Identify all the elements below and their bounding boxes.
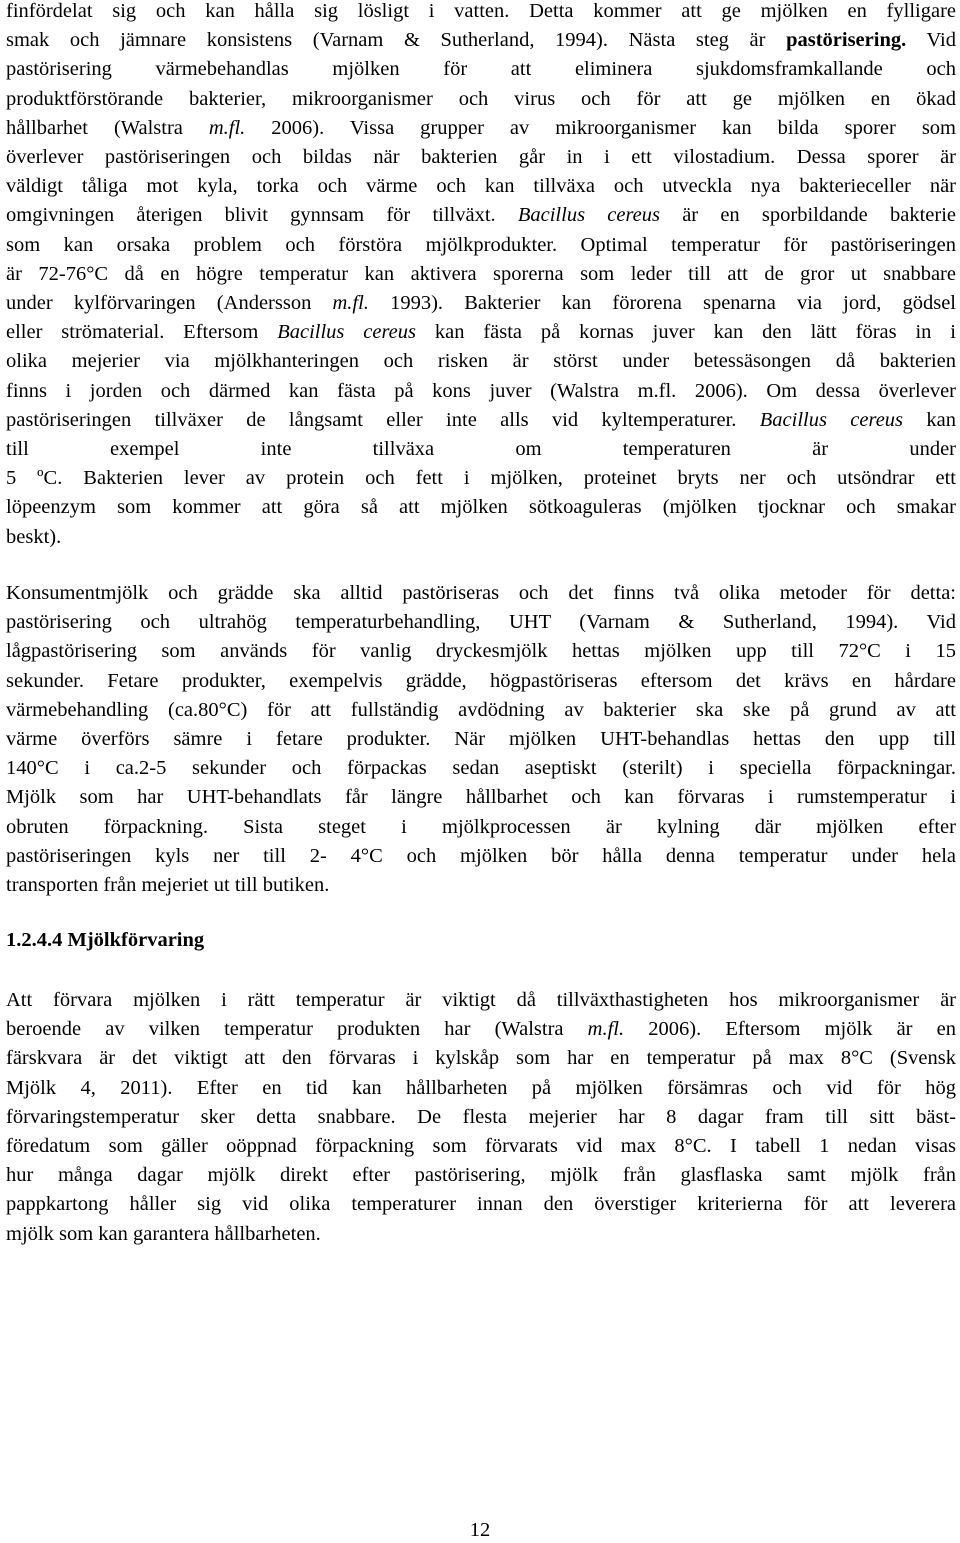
page-number: 12: [469, 1519, 491, 1541]
text-line: olika mejerier via mjölkhanteringen och risken är störst under betessäsongen då bakterien: [6, 350, 956, 373]
text-line: pastörisering och ultrahög temperaturbehandling, UHT (Varnam & Sutherland, 1994). Vid: [6, 611, 956, 634]
text-line: finns i jorden och därmed kan fästa på kons juver (Walstra m.fl. 2006). Om dessa överlever: [6, 379, 956, 402]
text-line: finfördelat sig och kan hålla sig lösligt i vatten. Detta kommer att ge mjölken en fylligare: [6, 0, 956, 22]
paragraph-consumer-milk: [6, 579, 956, 900]
text-line: pappkartong håller sig vid olika temperaturer innan den överstiger kriterierna för att leverera: [6, 1193, 956, 1216]
text-line: omgivningen återigen blivit gynnsam för tillväxt. Bacillus cereus är en sporbildande bakterie: [6, 204, 957, 227]
paragraph-pasteurization: [6, 0, 956, 552]
text-line: som kan orsaka problem och förstöra mjölkprodukter. Optimal temperatur för pastöriseringen: [6, 233, 956, 256]
text-line: till exempel inte tillväxa om temperaturen är under: [6, 438, 956, 461]
text-line: pastörisering värmebehandlas mjölken för att eliminera sjukdomsframkallande och: [6, 58, 956, 81]
text-line: Mjölk som har UHT-behandlats får längre hållbarhet och kan förvaras i rumstemperatur i: [6, 786, 956, 809]
paragraph-milk-storage: [6, 986, 956, 1249]
text-line: Att förvara mjölken i rätt temperatur är viktigt då tillväxthastigheten hos mikroorganismer är: [6, 989, 956, 1011]
text-line: pastöriseringen kyls ner till 2- 4°C och mjölken bör hålla denna temperatur under hela: [6, 844, 956, 867]
text-line: färskvara är det viktigt att den förvaras i kylskåp som har en temperatur på max 8°C (Svensk: [6, 1047, 956, 1070]
text-line: Konsumentmjölk och grädde ska alltid pastöriseras och det finns två olika metoder för detta:: [6, 582, 956, 604]
text-line: transporten från mejeriet ut till butiken.: [6, 874, 330, 897]
italic-term: m.fl.: [587, 1018, 625, 1041]
text-line: föredatum som gäller oöppnad förpackning som förvarats vid max 8°C. I tabell 1 nedan visas: [6, 1135, 956, 1158]
text-line: värme överförs sämre i fetare produkter. När mjölken UHT-behandlas hettas den upp till: [6, 728, 956, 751]
text-line: är 72-76°C då en högre temperatur kan aktivera sporerna som leder till att de gror ut snabbare: [6, 262, 956, 285]
text-line: löpeenzym som kommer att göra så att mjölken sötkoaguleras (mjölken tjocknar och smakar: [6, 496, 956, 519]
italic-term: Bacillus cereus: [517, 204, 660, 227]
text-line: hållbarhet (Walstra m.fl. 2006). Vissa grupper av mikroorganismer kan bilda sporer som: [6, 116, 956, 139]
text-line: hur många dagar mjölk direkt efter pastörisering, mjölk från glasflaska samt mjölk från: [6, 1164, 956, 1187]
text-line: beroende av vilken temperatur produkten har (Walstra m.fl. 2006). Eftersom mjölk är en: [6, 1018, 956, 1041]
text-line: eller strömaterial. Eftersom Bacillus cereus kan fästa på kornas juver kan den lätt föras in i: [6, 321, 956, 344]
text-line: förvaringstemperatur sker detta snabbare. De flesta mejerier har 8 dagar fram till sitt bäst-: [6, 1105, 956, 1128]
text-line: lågpastörisering som används för vanlig dryckesmjölk hettas mjölken upp till 72°C i 15: [6, 640, 956, 663]
italic-term: m.fl.: [332, 292, 369, 315]
text-line: 140°C i ca.2-5 sekunder och förpackas sedan aseptiskt (sterilt) i speciella förpackningar.: [6, 757, 956, 780]
text-line: värmebehandling (ca.80°C) för att fullständig avdödning av bakterier ska ske på grund av att: [6, 698, 956, 721]
italic-term: Bacillus cereus: [277, 321, 416, 344]
text-line: beskt).: [6, 525, 62, 548]
text-line: smak och jämnare konsistens (Varnam & Sutherland, 1994). Nästa steg är pastörisering. Vid: [6, 29, 956, 52]
text-line: 5 ºC. Bakterien lever av protein och fett i mjölken, proteinet bryts ner och utsöndrar ett: [6, 467, 956, 490]
text-line: obruten förpackning. Sista steget i mjölkprocessen är kylning där mjölken efter: [6, 815, 956, 838]
italic-term: m.fl.: [208, 116, 246, 139]
text-line: sekunder. Fetare produkter, exempelvis grädde, högpastöriseras eftersom det krävs en hårdare: [6, 669, 956, 692]
text-line: mjölk som kan garantera hållbarheten.: [6, 1222, 321, 1245]
text-line: produktförstörande bakterier, mikroorganismer och virus och för att ge mjölken en ökad: [6, 87, 956, 110]
text-line: väldigt tåliga mot kyla, torka och värme och kan tillväxa och utveckla nya bakterieceller när: [6, 175, 956, 198]
bold-term: pastörisering.: [786, 29, 907, 52]
text-line: överlever pastöriseringen och bildas när bakterien går in i ett vilostadium. Dessa sporer är: [6, 146, 956, 169]
italic-term: Bacillus cereus: [759, 408, 904, 431]
section-heading: 1.2.4.4 Mjölkförvaring: [6, 929, 205, 951]
text-line: under kylförvaringen (Andersson m.fl. 1993). Bakterier kan förorena spenarna via jord, gödsel: [6, 292, 956, 315]
text-line: pastöriseringen tillväxer de långsamt eller inte alls vid kyltemperaturer. Bacillus cereus kan: [6, 408, 956, 431]
text-line: Mjölk 4, 2011). Efter en tid kan hållbarheten på mjölken försämras och vid för hög: [6, 1076, 956, 1099]
